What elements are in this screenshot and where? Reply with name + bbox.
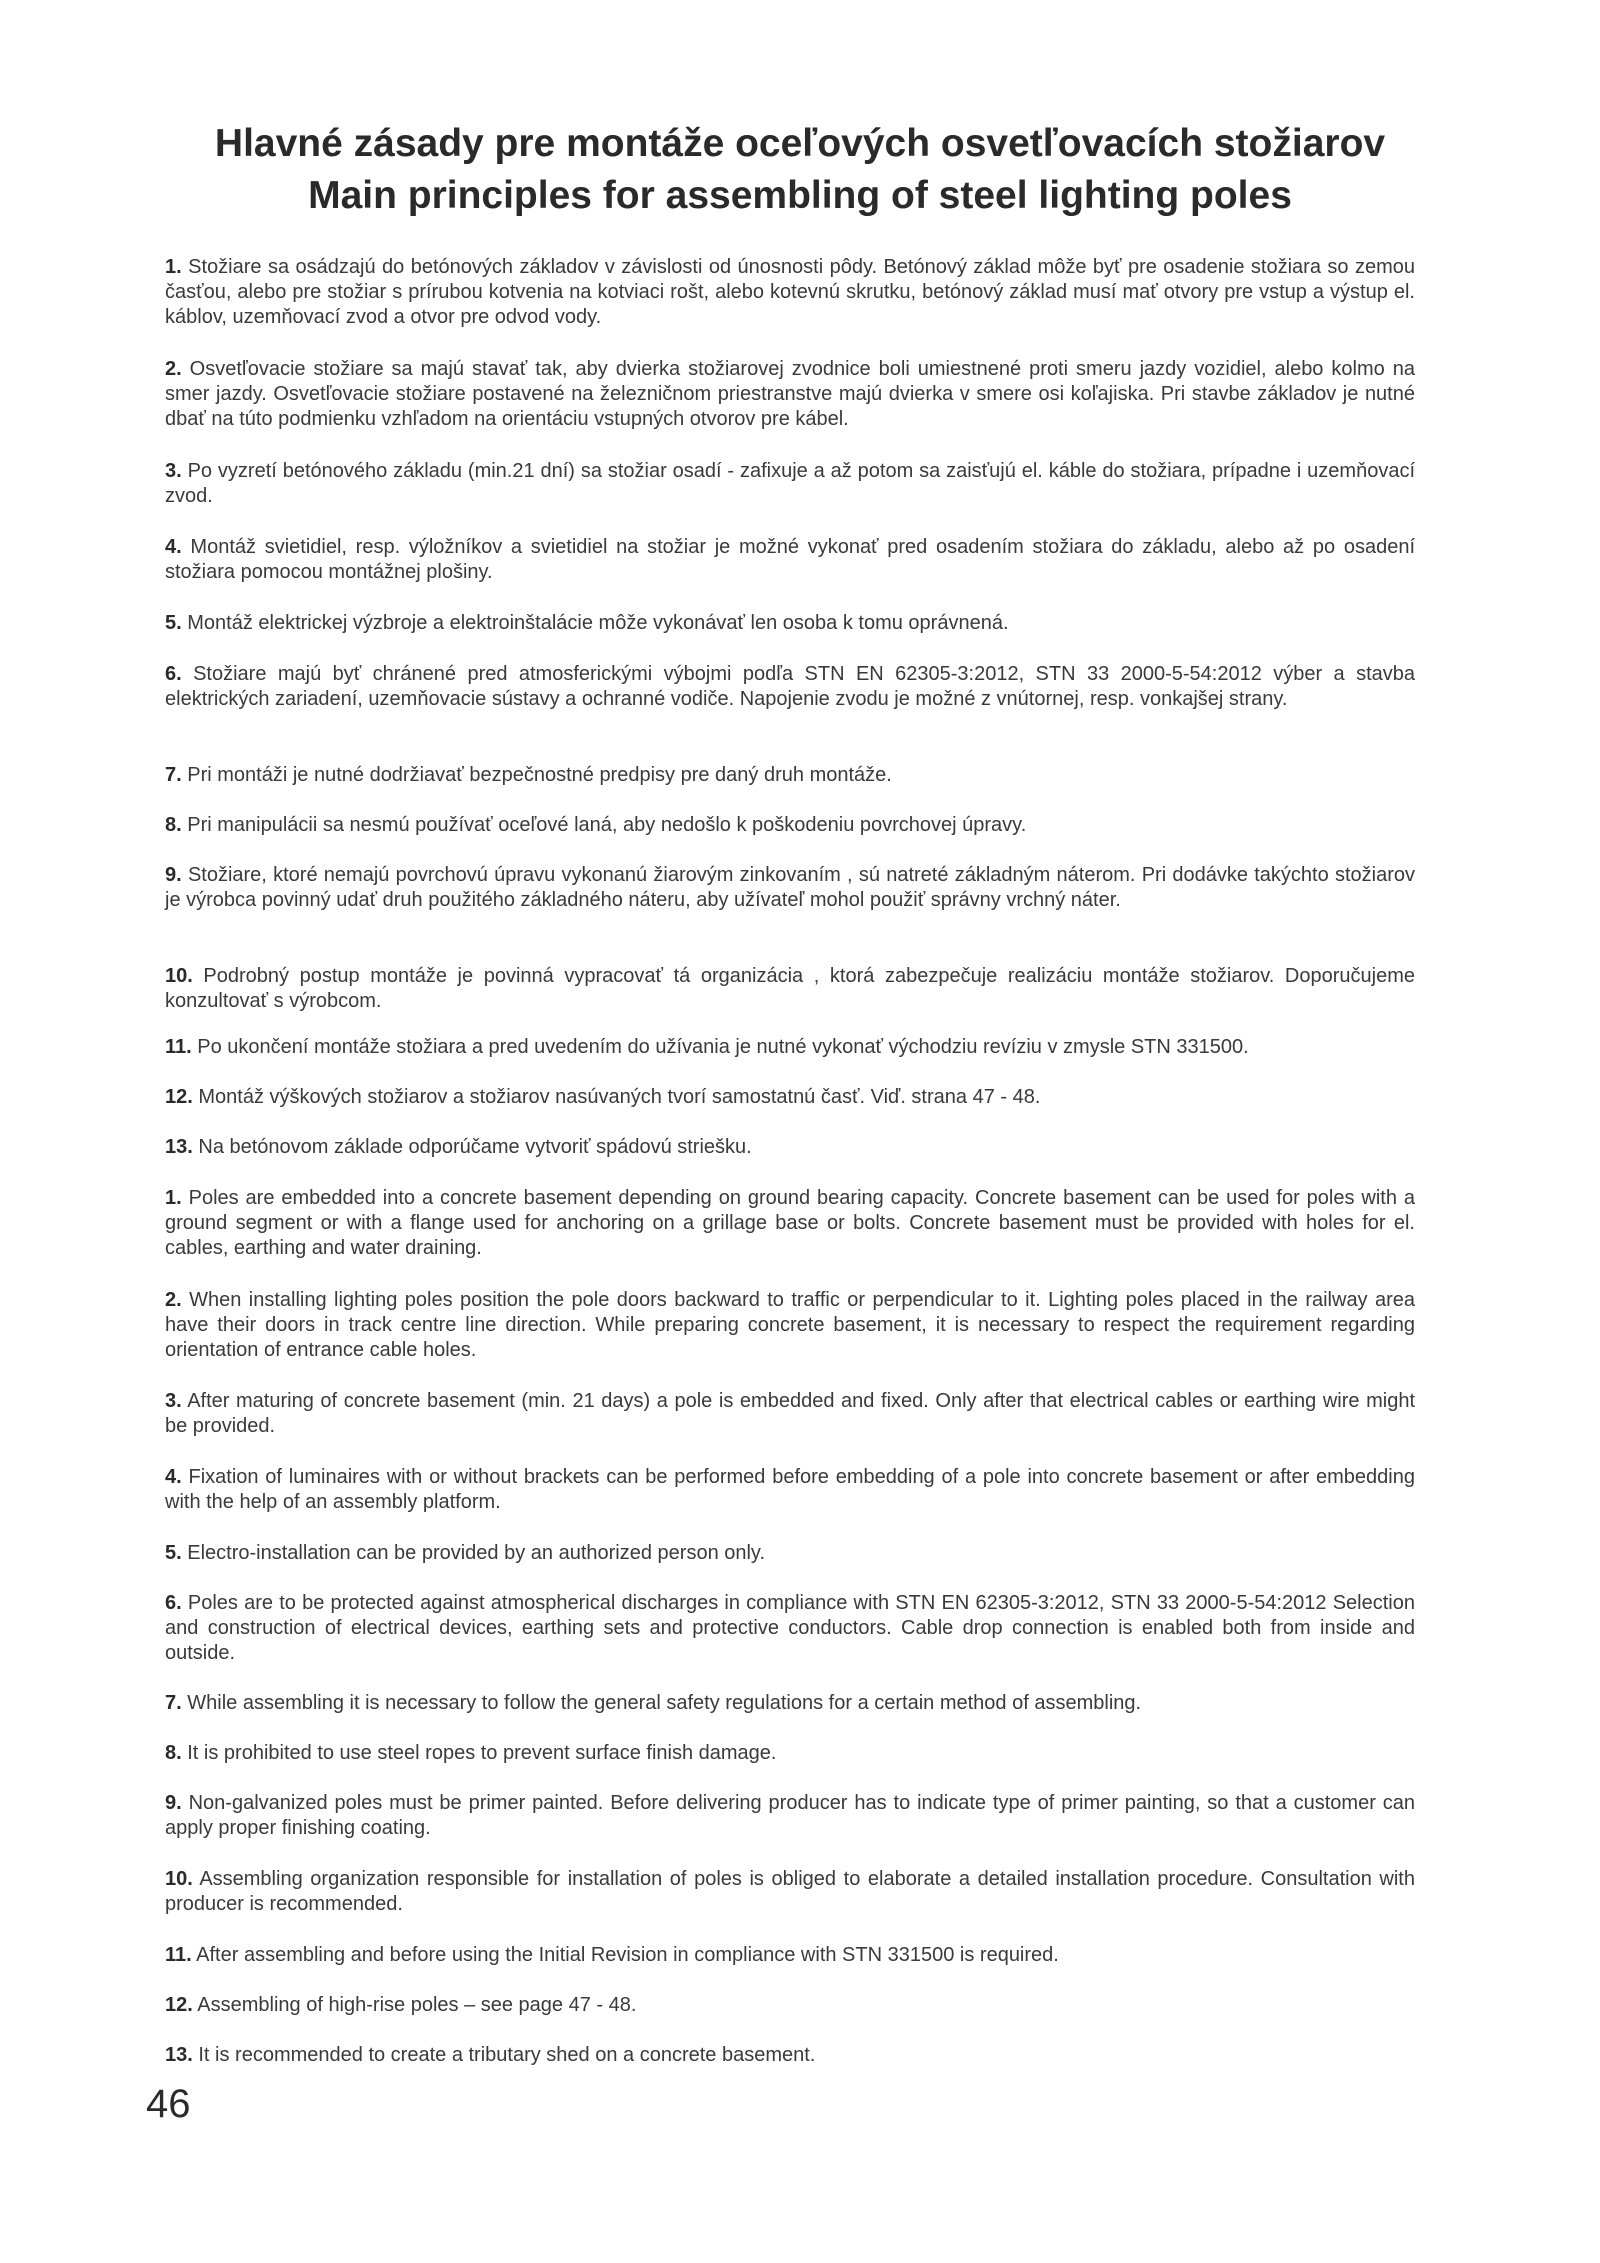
principle-item	[165, 1993, 1415, 2018]
item-number: 12.	[165, 1994, 193, 2016]
item-text: Stožiare sa osádzajú do betónových základov v závislosti od únosnosti pôdy. Betónový základ môže byť pre osadenie stožiara so zemou časťou, alebo pre stožiar s prírubou kotvenia na kotviaci rošt, alebo kotevnú skrutku, betónový základ musí mať otvory pre vstup a výstup el. káblov, uzemňovací zvod a otvor pre odvod vody.	[165, 256, 1415, 328]
item-text: Electro-installation can be provided by an authorized person only.	[187, 1542, 766, 1564]
item-text: Stožiare, ktoré nemajú povrchovú úpravu vykonanú žiarovým zinkovaním , sú natreté základným náterom. Pri dodávke takýchto stožiarov je výrobca povinný udať druh použitého základného náteru, aby užívateľ mohol použiť správny vrchný náter.	[165, 864, 1415, 911]
item-number: 10.	[165, 1868, 193, 1890]
item-number: 7.	[165, 1692, 182, 1714]
item-number: 3.	[165, 1390, 182, 1412]
item-text: Po ukončení montáže stožiara a pred uvedením do užívania je nutné vykonať východziu revíziu v zmysle STN 331500.	[197, 1036, 1249, 1058]
item-number: 4.	[165, 536, 182, 558]
principle-item	[165, 1867, 1415, 1917]
item-text: Fixation of luminaires with or without brackets can be performed before embedding of a pole into concrete basement or after embedding with the help of an assembly platform.	[165, 1466, 1415, 1513]
item-number: 9.	[165, 864, 182, 886]
item-number: 9.	[165, 1792, 182, 1814]
principle-item	[165, 1186, 1415, 1261]
item-text: When installing lighting poles position the pole doors backward to traffic or perpendicular to it. Lighting poles placed in the railway area have their doors in track centre line direction. While preparing concrete basement, it is necessary to respect the requirement regarding orientation of entrance cable holes.	[165, 1289, 1415, 1361]
item-number: 8.	[165, 814, 182, 836]
item-text: It is prohibited to use steel ropes to prevent surface finish damage.	[187, 1742, 777, 1764]
item-text: While assembling it is necessary to follow the general safety regulations for a certain method of assembling.	[187, 1692, 1142, 1714]
principle-item	[165, 357, 1415, 432]
item-text: Montáž svietidiel, resp. výložníkov a svietidiel na stožiar je možné vykonať pred osadením stožiara do základu, alebo až po osadení stožiara pomocou montážnej plošiny.	[165, 536, 1416, 583]
principle-item	[165, 459, 1415, 509]
principle-item	[165, 1741, 1415, 1766]
principle-item	[165, 1389, 1415, 1439]
item-number: 10.	[165, 965, 193, 987]
item-number: 11.	[165, 1036, 192, 1058]
item-text: Pri manipulácii sa nesmú používať oceľové laná, aby nedošlo k poškodeniu povrchovej úpravy.	[187, 814, 1027, 836]
item-text: After maturing of concrete basement (min. 21 days) a pole is embedded and fixed. Only after that electrical cables or earthing wire might be provided.	[165, 1390, 1415, 1437]
principle-item	[165, 1943, 1415, 1968]
item-text: Pri montáži je nutné dodržiavať bezpečnostné predpisy pre daný druh montáže.	[187, 764, 892, 786]
item-number: 12.	[165, 1086, 193, 1108]
principle-item	[165, 1035, 1415, 1060]
item-number: 11.	[165, 1944, 192, 1966]
principle-item	[165, 2043, 1415, 2068]
title-slovak: Hlavné zásady pre montáže oceľových osvetľovacích stožiarov	[214, 122, 1386, 165]
item-number: 5.	[165, 1542, 182, 1564]
principle-item	[165, 964, 1415, 1014]
principle-item	[165, 611, 1415, 636]
item-text: It is recommended to create a tributary shed on a concrete basement.	[198, 2044, 816, 2066]
item-number: 7.	[165, 764, 182, 786]
principle-item	[165, 1465, 1415, 1515]
item-number: 1.	[165, 256, 182, 278]
item-number: 1.	[165, 1187, 182, 1209]
principle-item	[165, 763, 1415, 788]
principle-item	[165, 863, 1415, 913]
principle-item	[165, 1085, 1415, 1110]
principle-item	[165, 1591, 1415, 1666]
principle-item	[165, 1691, 1415, 1716]
item-number: 3.	[165, 460, 182, 482]
item-number: 2.	[165, 358, 182, 380]
page-number: 46	[146, 2082, 191, 2126]
principle-item	[165, 1791, 1415, 1841]
principle-item	[165, 1541, 1415, 1566]
item-text: Po vyzretí betónového základu (min.21 dní) sa stožiar osadí - zafixuje a až potom sa zaisťujú el. káble do stožiara, prípadne i uzemňovací zvod.	[165, 460, 1416, 507]
item-number: 5.	[165, 612, 182, 634]
item-text: Na betónovom základe odporúčame vytvoriť spádovú striešku.	[198, 1136, 752, 1158]
title-english: Main principles for assembling of steel lighting poles	[308, 174, 1292, 217]
item-number: 13.	[165, 2044, 193, 2066]
title-block	[0, 118, 1600, 222]
item-number: 6.	[165, 663, 182, 685]
item-text: Osvetľovacie stožiare sa majú stavať tak, aby dvierka stožiarovej zvodnice boli umiestnené proti smeru jazdy vozidiel, alebo kolmo na smer jazdy. Osvetľovacie stožiare postavené na železničnom priestranstve majú dvierka v smere osi koľajiska. Pri stavbe základov je nutné dbať na túto podmienku vzhľadom na orientáciu vstupných otvorov pre kábel.	[165, 358, 1415, 430]
principle-item	[165, 1288, 1415, 1363]
item-number: 2.	[165, 1289, 182, 1311]
item-text: Assembling organization responsible for installation of poles is obliged to elaborate a detailed installation procedure. Consultation with producer is recommended.	[165, 1868, 1415, 1915]
item-number: 8.	[165, 1742, 182, 1764]
item-text: Assembling of high-rise poles – see page 47 - 48.	[197, 1994, 637, 2016]
principle-item	[165, 1135, 1415, 1160]
principle-item	[165, 535, 1415, 585]
item-number: 4.	[165, 1466, 182, 1488]
item-number: 13.	[165, 1136, 193, 1158]
item-text: Poles are embedded into a concrete basement depending on ground bearing capacity. Concrete basement can be used for poles with a ground segment or with a flange used for anchoring on a grillage base or bolts. Concrete basement must be provided with holes for el. cables, earthing and water draining.	[165, 1187, 1416, 1259]
principle-item	[165, 813, 1415, 838]
item-text: Montáž elektrickej výzbroje a elektroinštalácie môže vykonávať len osoba k tomu oprávnená.	[187, 612, 1009, 634]
item-text: Poles are to be protected against atmospherical discharges in compliance with STN EN 62305-3:2012, STN 33 2000-5-54:2012 Selection and construction of electrical devices, earthing sets and protective conductors. Cable drop connection is enabled both from inside and outside.	[165, 1592, 1415, 1664]
item-text: Podrobný postup montáže je povinná vypracovať tá organizácia , ktorá zabezpečuje realizáciu montáže stožiarov. Doporučujeme konzultovať s výrobcom.	[165, 965, 1415, 1012]
principle-item	[165, 662, 1415, 712]
item-text: Stožiare majú byť chránené pred atmosferickými výbojmi podľa STN EN 62305-3:2012, STN 33 2000-5-54:2012 výber a stavba elektrických zariadení, uzemňovacie sústavy a ochranné vodiče. Napojenie zvodu je možné z vnútornej, resp. vonkajšej strany.	[165, 663, 1415, 710]
item-number: 6.	[165, 1592, 182, 1614]
principle-item	[165, 255, 1415, 330]
item-text: After assembling and before using the Initial Revision in compliance with STN 331500 is required.	[196, 1944, 1059, 1966]
item-text: Non-galvanized poles must be primer painted. Before delivering producer has to indicate type of primer painting, so that a customer can apply proper finishing coating.	[165, 1792, 1415, 1839]
item-text: Montáž výškových stožiarov a stožiarov nasúvaných tvorí samostatnú časť. Viď. strana 47 - 48.	[198, 1086, 1041, 1108]
